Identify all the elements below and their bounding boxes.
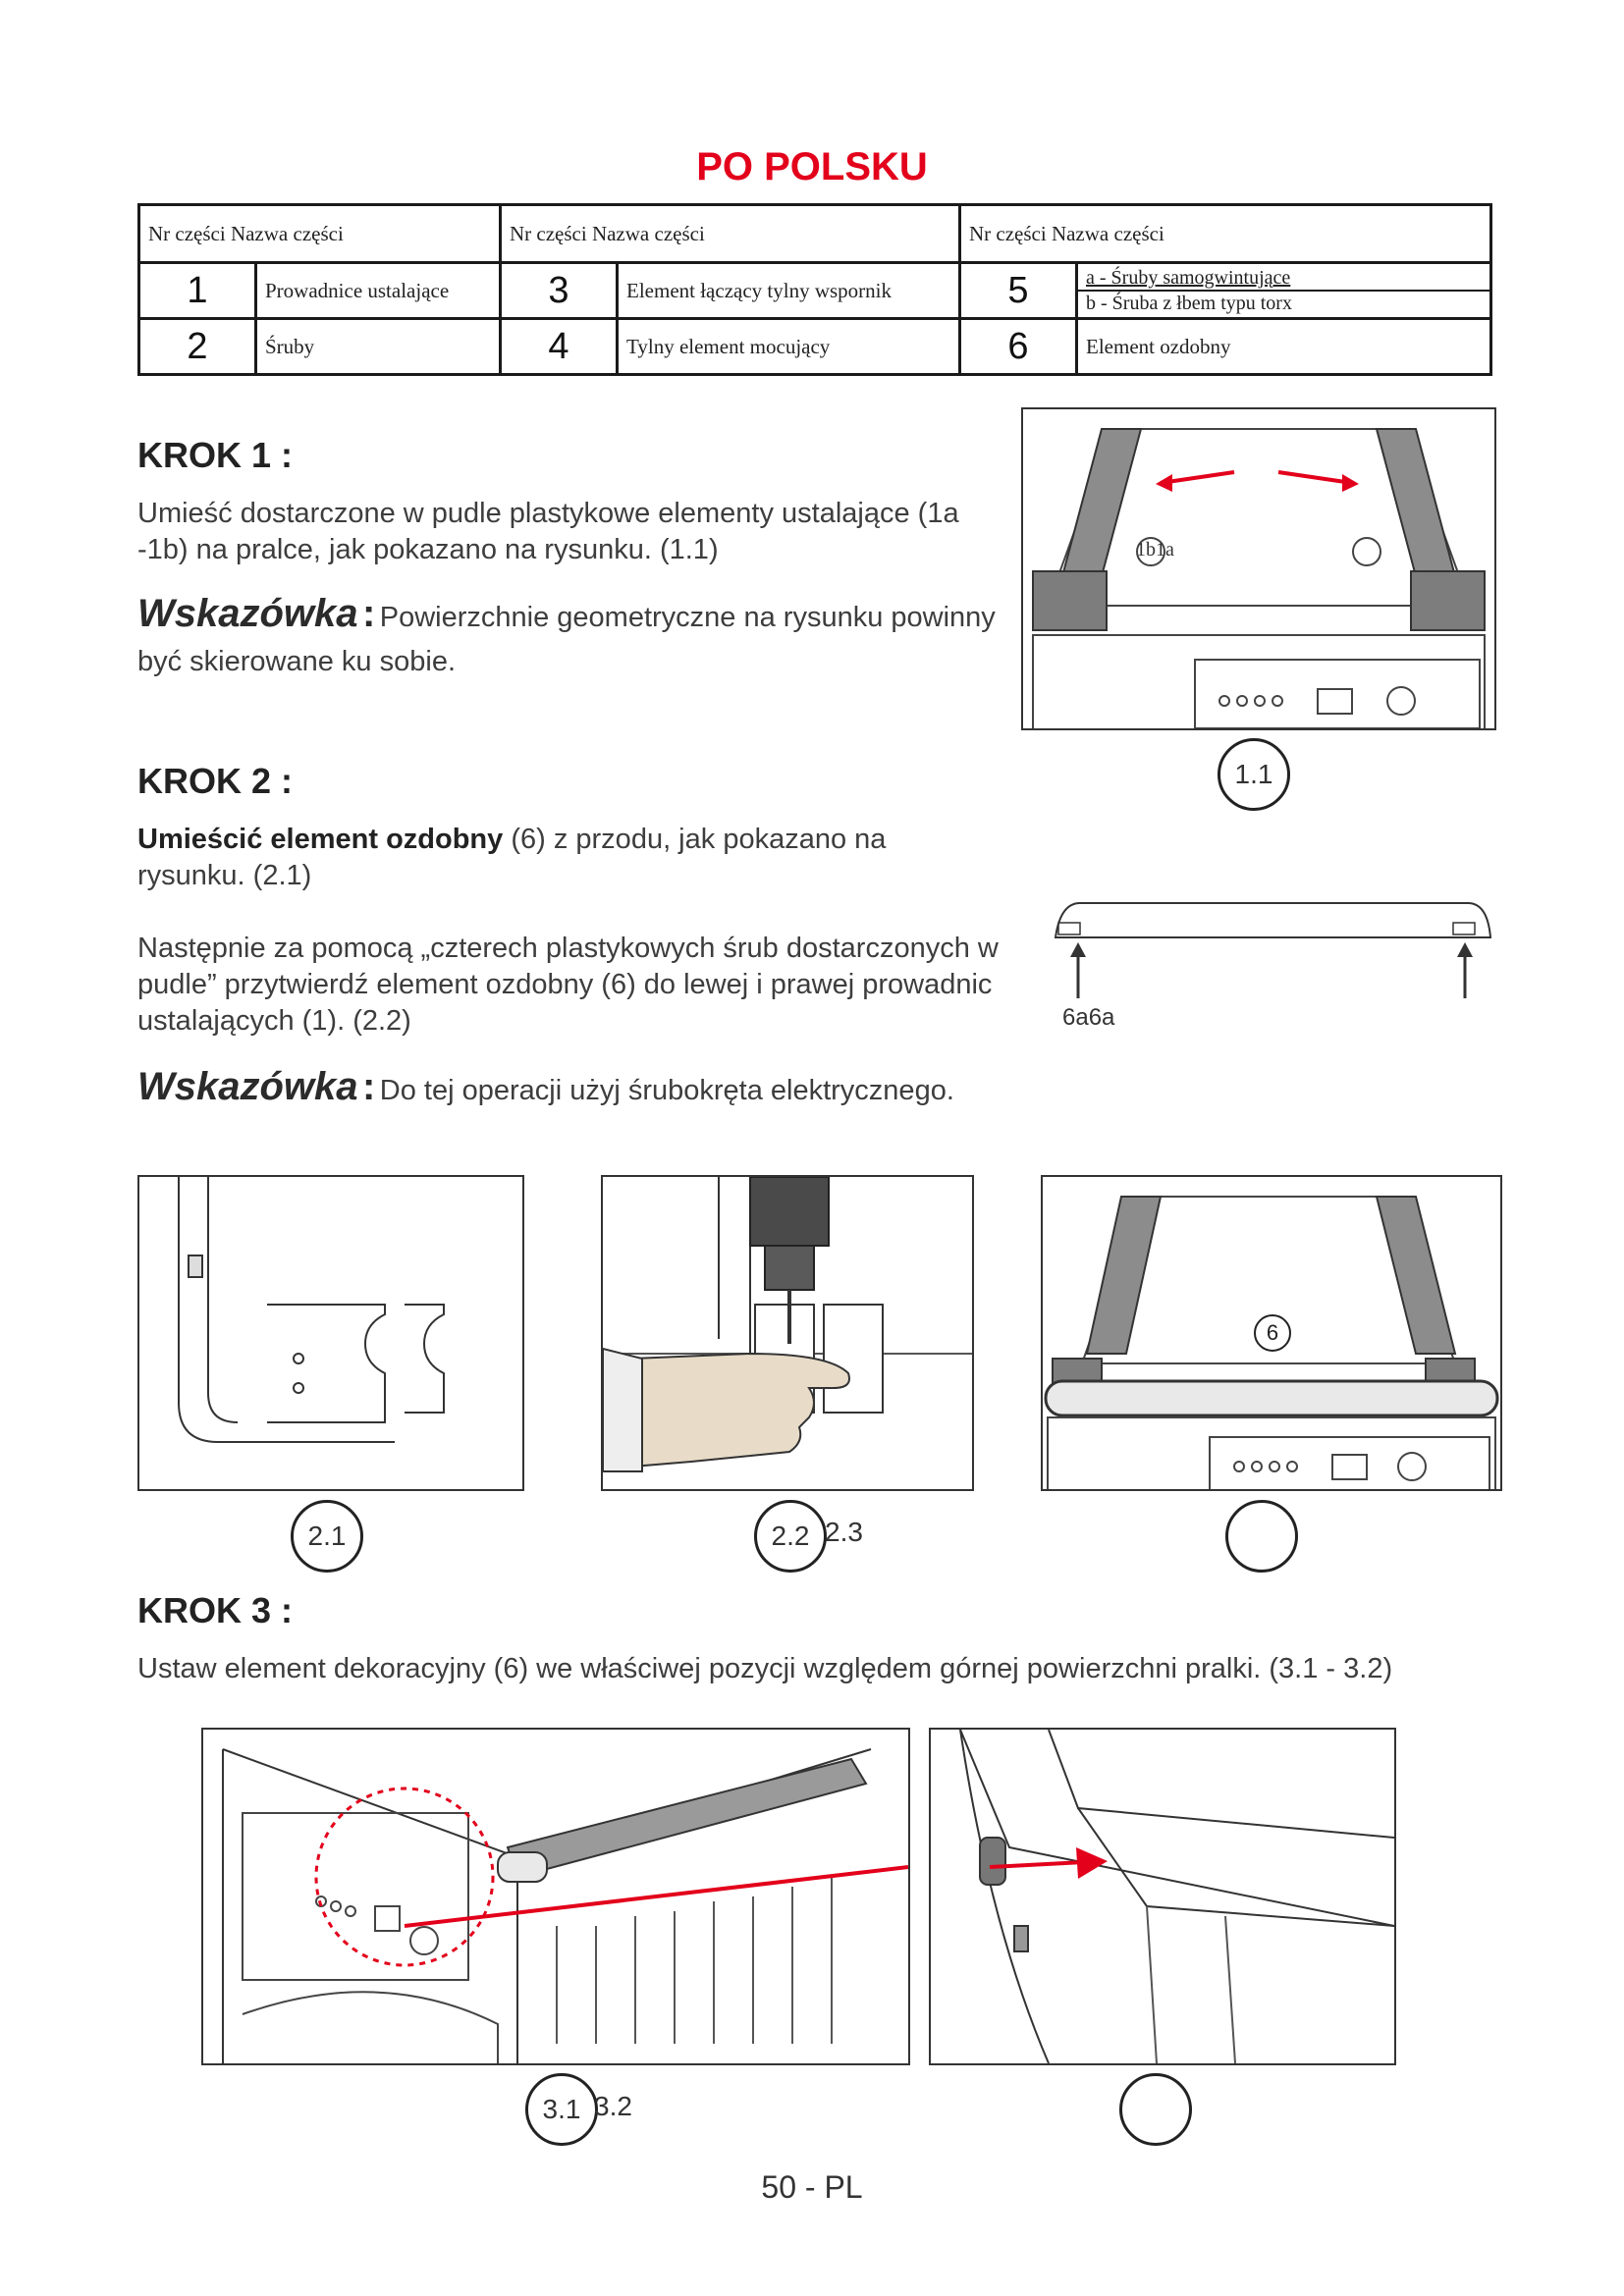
part-name-a: a - Śruby samogwintujące [1078, 266, 1489, 292]
tip-text: Powierzchnie geometryczne na rysunku powinny być skierowane ku sobie. [137, 602, 996, 677]
figure-number-badge: 2.1 [291, 1500, 363, 1573]
step3-heading: KROK 3 : [137, 1590, 294, 1630]
part-badge: 6 [1254, 1314, 1291, 1352]
step2-heading: KROK 2 : [137, 761, 294, 801]
figure-1-1 [1021, 407, 1496, 730]
table-row [139, 263, 1491, 319]
part-number: 2 [139, 319, 256, 375]
washer-rails-illustration [1023, 409, 1494, 728]
part-number: 3 [501, 263, 618, 319]
bar-parts-label: 6a6a [1062, 1004, 1115, 1031]
step2-body2: Następnie za pomocą „czterech plastykowych śrub dostarczonych w pudle” przytwierdź element ozdobny (6) do lewej i prawej prowadnic ustalających (1). (2.2) [137, 933, 999, 1037]
figure-3-2 [929, 1728, 1396, 2065]
step1-heading: KROK 1 : [137, 435, 294, 475]
step2-tip [137, 1065, 1218, 1117]
page-footer: 50 - PL [761, 2169, 863, 2205]
table-header: Nr części Nazwa części [139, 205, 501, 263]
part-name: Element ozdobny [1077, 319, 1491, 375]
drill-hand-illustration [603, 1177, 972, 1489]
empty-figure-badge [1119, 2073, 1192, 2146]
tip-colon: : [361, 592, 376, 635]
figure-number-extra: 2.3 [825, 1517, 863, 1547]
part-number: 6 [960, 319, 1077, 375]
step1-body: Umieść dostarczone w pudle plastykowe elementy ustalające (1a -1b) na pralce, jak pokazano na rysunku. (1.1) [137, 498, 959, 565]
bracket-illustration [139, 1177, 522, 1489]
step2-body [137, 822, 1001, 894]
step2-body-rest: (6) z przodu, jak pokazano na rysunku. (2.1) [137, 824, 887, 891]
washer-side-illustration [931, 1730, 1394, 2063]
decor-bar-figure [1041, 888, 1502, 1006]
figure-3-1 [201, 1728, 910, 2065]
table-header: Nr części Nazwa części [960, 205, 1491, 263]
part-name-split [1077, 263, 1491, 319]
tip-label: Wskazówka [137, 1065, 358, 1108]
part-name: Śruby [256, 319, 501, 375]
table-header-row [139, 205, 1491, 263]
part-name: Prowadnice ustalające [256, 263, 501, 319]
decor-bar-illustration [1041, 888, 1502, 1006]
tip-text: Do tej operacji użyj śrubokręta elektrycznego. [379, 1075, 954, 1106]
step1-tip [137, 594, 1001, 686]
step3-body: Ustaw element dekoracyjny (6) we właściwej pozycji względem górnej powierzchni pralki. (3.1 - 3.2) [137, 1653, 1393, 1684]
figure-number-badge: 2.2 [754, 1500, 827, 1573]
tip-label: Wskazówka [137, 592, 358, 635]
empty-figure-badge [1225, 1500, 1298, 1573]
figure-parts-label: 1b1a [1136, 539, 1174, 561]
step2-body-bold: Umieścić element ozdobny [137, 824, 504, 855]
figure-number-extra: 3.2 [594, 2091, 632, 2121]
figure-number-badge: 1.1 [1218, 738, 1290, 811]
part-name-b: b - Śruba z łbem typu torx [1086, 293, 1292, 314]
page-title: PO POLSKU [696, 145, 928, 188]
part-name: Tylny element mocujący [618, 319, 960, 375]
tip-colon: : [361, 1065, 376, 1108]
table-row [139, 319, 1491, 375]
part-number: 5 [960, 263, 1077, 319]
parts-table [137, 203, 1492, 376]
part-number: 4 [501, 319, 618, 375]
part-name: Element łączący tylny wspornik [618, 263, 960, 319]
figure-2-2 [601, 1175, 974, 1491]
washer-corner-illustration [203, 1730, 908, 2063]
part-number: 1 [139, 263, 256, 319]
figure-2-1 [137, 1175, 524, 1491]
figure-number-badge: 3.1 [525, 2073, 598, 2146]
table-header: Nr części Nazwa części [501, 205, 960, 263]
figure-2-3 [1041, 1175, 1502, 1491]
